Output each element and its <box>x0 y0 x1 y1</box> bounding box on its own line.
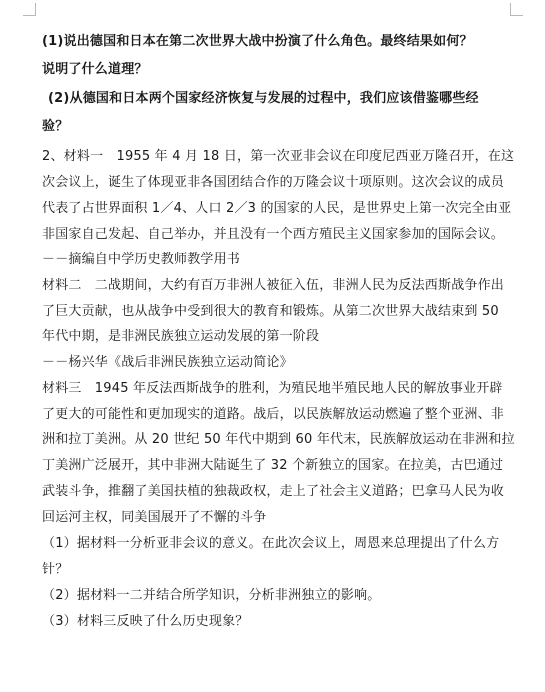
text-line: 针？ <box>42 562 69 577</box>
text-line: 丁美洲广泛展开，其中非洲大陆诞生了 32 个新独立的国家。在拉美，古巴通过 <box>42 458 504 473</box>
text-line: (1)说出德国和日本在第二次世界大战中扮演了什么角色。最终结果如何？ <box>42 34 473 49</box>
text-line: 年代中期，是非洲民族独立运动发展的第一阶段 <box>42 329 320 344</box>
text-line: 洲和拉丁美洲。从 20 世纪 50 年代中期到 60 年代末，民族解放运动在非洲和拉 <box>42 432 515 447</box>
text-line: （3）材料三反映了什么历史现象？ <box>42 614 249 629</box>
page-corner-mark-right <box>510 3 523 16</box>
text-line: 了更大的可能性和更加现实的道路。战后，以民族解放运动燃遍了整个亚洲、非 <box>42 407 505 422</box>
text-line: 了巨大贡献，也从战争中受到很大的教育和锻炼。从第二次世界大战结束到 50 <box>42 304 499 319</box>
text-line: 2、材料一 1955 年 4 月 18 日，第一次亚非会议在印度尼西亚万隆召开，在这 <box>42 149 515 164</box>
text-line: 说明了什么道理？ <box>42 62 148 77</box>
text-line: 回运河主权，同美国展开了不懈的斗争 <box>42 510 267 525</box>
text-line: 次会议上，诞生了体现亚非各国团结合作的万隆会议十项原则。这次会议的成员 <box>42 175 505 190</box>
text-line: 非国家自己发起、自己举办，并且没有一个西方殖民主义国家参加的国际会议。 <box>42 227 505 242</box>
text-line: 武装斗争，推翻了美国扶植的独裁政权，走上了社会主义道路；巴拿马人民为收 <box>42 484 505 499</box>
page-corner-mark-left <box>23 3 36 16</box>
text-line: －－杨兴华《战后非洲民族独立运动简论》 <box>42 355 293 370</box>
text-line: 验？ <box>42 119 69 134</box>
text-line: （1）据材料一分析亚非会议的意义。在此次会议上，周恩来总理提出了什么方 <box>42 536 500 551</box>
text-line: (2)从德国和日本两个国家经济恢复与发展的过程中，我们应该借鉴哪些经 <box>48 91 479 106</box>
text-line: 材料三 1945 年反法西斯战争的胜利，为殖民地半殖民地人民的解放事业开辟 <box>42 381 503 396</box>
text-line: 代表了占世界面积 1／4、人口 2／3 的国家的人民，是世界史上第一次完全由亚 <box>42 201 512 216</box>
text-line: （2）据材料一二并结合所学知识，分析非洲独立的影响。 <box>42 588 381 603</box>
text-line: －－摘编自中学历史教师教学用书 <box>42 252 241 267</box>
text-line: 材料二 二战期间，大约有百万非洲人被征入伍，非洲人民为反法西斯战争作出 <box>42 278 505 293</box>
